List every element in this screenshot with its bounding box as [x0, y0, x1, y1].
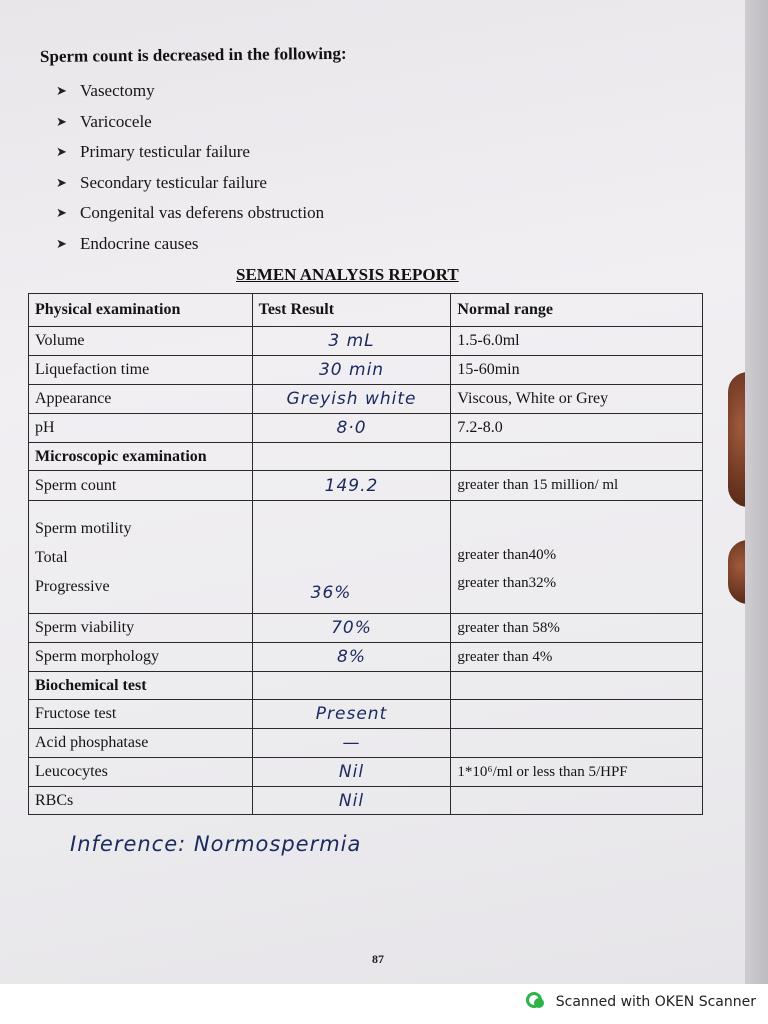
list-item: ➤ Endocrine causes [56, 233, 199, 253]
table-row: Sperm viability 70% greater than 58% [29, 614, 703, 643]
arrow-bullet-icon: ➤ [56, 205, 67, 221]
table-row: Leucocytes Nil 1*10⁶/ml or less than 5/HPF [29, 758, 703, 787]
list-item: ➤ Primary testicular failure [56, 142, 250, 162]
table-row-motility: Sperm motility Total Progressive 36% greater than40% greater than32% [29, 501, 703, 614]
list-item: ➤ Secondary testicular failure [56, 172, 267, 192]
handwritten-result: 30 min [252, 356, 451, 385]
causes-list [56, 76, 324, 259]
header-parameter: Physical examination [29, 294, 253, 327]
finger-thumb-photo [728, 540, 768, 604]
finger-thumb-photo [728, 372, 768, 507]
arrow-bullet-icon: ➤ [56, 83, 67, 99]
table-row: Sperm count 149.2 greater than 15 million/ ml [29, 471, 703, 501]
scanner-footer [0, 984, 768, 1024]
section-row-biochemical: Biochemical test [29, 672, 703, 700]
handwritten-result: 3 mL [252, 327, 451, 356]
handwritten-inference: Inference: Normospermia [70, 832, 362, 856]
list-item: ➤ Varicocele [56, 111, 152, 131]
handwritten-result: 8% [252, 643, 451, 672]
section-heading: Sperm count is decreased in the following: [39, 43, 347, 66]
arrow-bullet-icon: ➤ [56, 113, 67, 129]
handwritten-result: 149.2 [252, 471, 451, 501]
handwritten-result: 70% [252, 614, 451, 643]
arrow-bullet-icon: ➤ [56, 144, 67, 160]
list-item: ➤ Congenital vas deferens obstruction [56, 203, 325, 223]
semen-analysis-table [28, 293, 703, 815]
handwritten-result: 36% [252, 501, 451, 614]
arrow-bullet-icon: ➤ [56, 235, 67, 251]
scanner-watermark-text: Scanned with OKEN Scanner [555, 994, 756, 1010]
handwritten-result: Present [252, 700, 451, 729]
table-row: Liquefaction time 30 min 15-60min [29, 356, 703, 385]
table-row: Fructose test Present [29, 700, 703, 729]
handwritten-result: Greyish white [252, 385, 451, 414]
table-row: Volume 3 mL 1.5-6.0ml [29, 327, 703, 356]
oken-scanner-logo-icon [526, 992, 546, 1012]
table-row: pH 8·0 7.2-8.0 [29, 414, 703, 443]
table-row: Sperm morphology 8% greater than 4% [29, 643, 703, 672]
handwritten-result: Nil [252, 787, 451, 815]
table-row: Appearance Greyish white Viscous, White or Grey [29, 385, 703, 414]
handwritten-result: Nil [252, 758, 451, 787]
section-row-microscopic: Microscopic examination [29, 443, 703, 471]
handwritten-result: — [252, 729, 451, 758]
header-result: Test Result [252, 294, 451, 327]
handwritten-result: 8·0 [252, 414, 451, 443]
page-number: 87 [372, 952, 384, 966]
table-row: Acid phosphatase — [29, 729, 703, 758]
report-title: SEMEN ANALYSIS REPORT [236, 265, 459, 284]
list-item: ➤ Vasectomy [56, 81, 155, 101]
table-row: RBCs Nil [29, 787, 703, 815]
table-header-row [29, 294, 703, 327]
arrow-bullet-icon: ➤ [56, 174, 67, 190]
header-normal: Normal range [451, 294, 703, 327]
